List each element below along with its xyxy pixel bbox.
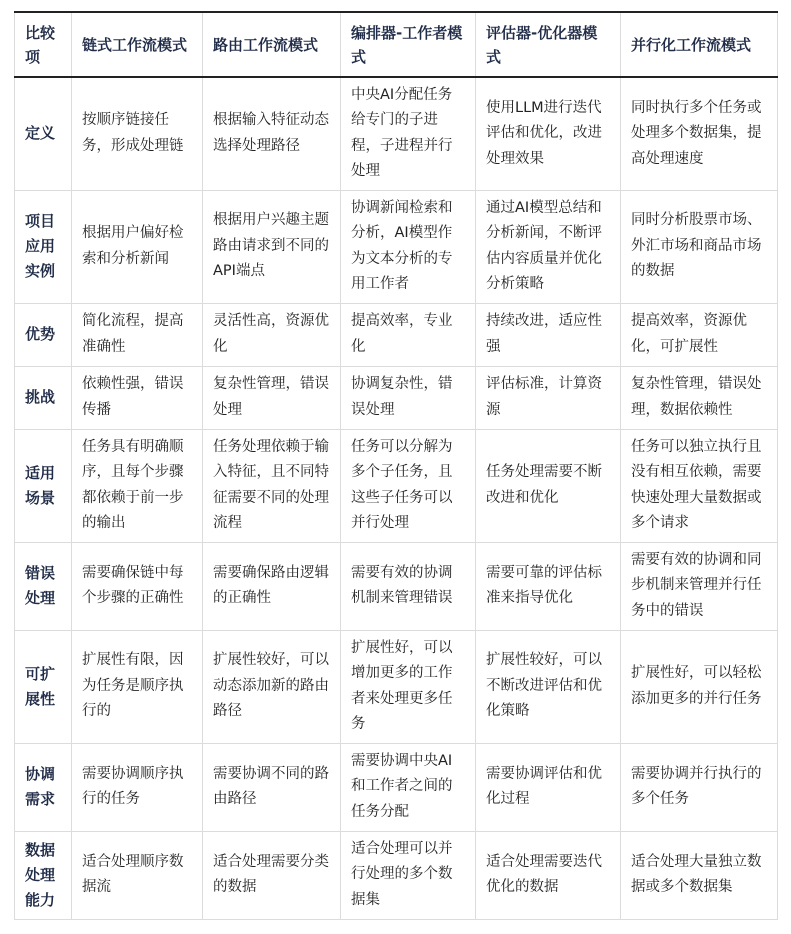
table-cell: 需要可靠的评估标准来指导优化 — [476, 542, 621, 630]
table-cell: 协调复杂性，错误处理 — [341, 366, 476, 429]
row-label: 适用场景 — [15, 429, 72, 542]
table-cell: 提高效率，专业化 — [341, 303, 476, 366]
table-cell: 提高效率，资源优化，可扩展性 — [621, 303, 778, 366]
table-cell: 需要有效的协调和同步机制来管理并行任务中的错误 — [621, 542, 778, 630]
header-orchestrator-worker: 编排器-工作者模式 — [341, 12, 476, 77]
table-row-scenario — [15, 429, 778, 542]
table-row-challenge — [15, 366, 778, 429]
table-cell: 使用LLM进行迭代评估和优化，改进处理效果 — [476, 77, 621, 190]
table-cell: 需要有效的协调机制来管理错误 — [341, 542, 476, 630]
table-cell: 复杂性管理，错误处理 — [203, 366, 341, 429]
table-row-advantage — [15, 303, 778, 366]
table-cell: 中央AI分配任务给专门的子进程，子进程并行处理 — [341, 77, 476, 190]
table-cell: 任务处理依赖于输入特征，且不同特征需要不同的处理流程 — [203, 429, 341, 542]
table-cell: 简化流程，提高准确性 — [72, 303, 203, 366]
table-cell: 复杂性管理，错误处理，数据依赖性 — [621, 366, 778, 429]
row-label: 优势 — [15, 303, 72, 366]
table-row-definition — [15, 77, 778, 190]
table-body — [15, 77, 778, 919]
table-cell: 根据用户偏好检索和分析新闻 — [72, 190, 203, 303]
table-cell: 适合处理需要迭代优化的数据 — [476, 831, 621, 919]
table-cell: 适合处理可以并行处理的多个数据集 — [341, 831, 476, 919]
table-cell: 评估标准，计算资源 — [476, 366, 621, 429]
table-cell: 需要协调中央AI和工作者之间的任务分配 — [341, 743, 476, 831]
table-cell: 根据用户兴趣主题路由请求到不同的API端点 — [203, 190, 341, 303]
header-parallel-workflow: 并行化工作流模式 — [621, 12, 778, 77]
comparison-table — [14, 11, 778, 920]
table-cell: 同时执行多个任务或处理多个数据集，提高处理速度 — [621, 77, 778, 190]
table-cell: 需要协调评估和优化过程 — [476, 743, 621, 831]
table-header — [15, 12, 778, 77]
table-cell: 任务可以分解为多个子任务，且这些子任务可以并行处理 — [341, 429, 476, 542]
table-cell: 扩展性较好，可以动态添加新的路由路径 — [203, 630, 341, 743]
table-cell: 任务可以独立执行且没有相互依赖，需要快速处理大量数据或多个请求 — [621, 429, 778, 542]
comparison-table-container — [14, 11, 777, 920]
table-cell: 需要协调不同的路由路径 — [203, 743, 341, 831]
table-row-data-processing — [15, 831, 778, 919]
table-cell: 任务处理需要不断改进和优化 — [476, 429, 621, 542]
table-row-scalability — [15, 630, 778, 743]
table-row-example — [15, 190, 778, 303]
table-cell: 依赖性强，错误传播 — [72, 366, 203, 429]
table-row-error-handling — [15, 542, 778, 630]
table-cell: 适合处理需要分类的数据 — [203, 831, 341, 919]
table-cell: 根据输入特征动态选择处理路径 — [203, 77, 341, 190]
table-cell: 同时分析股票市场、外汇市场和商品市场的数据 — [621, 190, 778, 303]
table-row-coordination — [15, 743, 778, 831]
table-cell: 需要协调并行执行的多个任务 — [621, 743, 778, 831]
header-routing-workflow: 路由工作流模式 — [203, 12, 341, 77]
table-cell: 需要确保链中每个步骤的正确性 — [72, 542, 203, 630]
table-cell: 通过AI模型总结和分析新闻，不断评估内容质量并优化分析策略 — [476, 190, 621, 303]
row-label: 可扩展性 — [15, 630, 72, 743]
table-cell: 持续改进，适应性强 — [476, 303, 621, 366]
table-cell: 需要确保路由逻辑的正确性 — [203, 542, 341, 630]
table-cell: 按顺序链接任务，形成处理链 — [72, 77, 203, 190]
row-label: 协调需求 — [15, 743, 72, 831]
table-cell: 适合处理大量独立数据或多个数据集 — [621, 831, 778, 919]
table-cell: 需要协调顺序执行的任务 — [72, 743, 203, 831]
table-cell: 适合处理顺序数据流 — [72, 831, 203, 919]
table-cell: 扩展性好，可以轻松添加更多的并行任务 — [621, 630, 778, 743]
header-row — [15, 12, 778, 77]
table-cell: 任务具有明确顺序，且每个步骤都依赖于前一步的输出 — [72, 429, 203, 542]
row-label: 数据处理能力 — [15, 831, 72, 919]
header-chain-workflow: 链式工作流模式 — [72, 12, 203, 77]
table-cell: 扩展性较好，可以不断改进评估和优化策略 — [476, 630, 621, 743]
table-cell: 扩展性好，可以增加更多的工作者来处理更多任务 — [341, 630, 476, 743]
table-cell: 协调新闻检索和分析，AI模型作为文本分析的专用工作者 — [341, 190, 476, 303]
row-label: 定义 — [15, 77, 72, 190]
row-label: 错误处理 — [15, 542, 72, 630]
header-evaluator-optimizer: 评估器-优化器模式 — [476, 12, 621, 77]
table-cell: 扩展性有限，因为任务是顺序执行的 — [72, 630, 203, 743]
table-cell: 灵活性高，资源优化 — [203, 303, 341, 366]
row-label: 挑战 — [15, 366, 72, 429]
header-compare-item: 比较项 — [15, 12, 72, 77]
row-label: 项目应用实例 — [15, 190, 72, 303]
